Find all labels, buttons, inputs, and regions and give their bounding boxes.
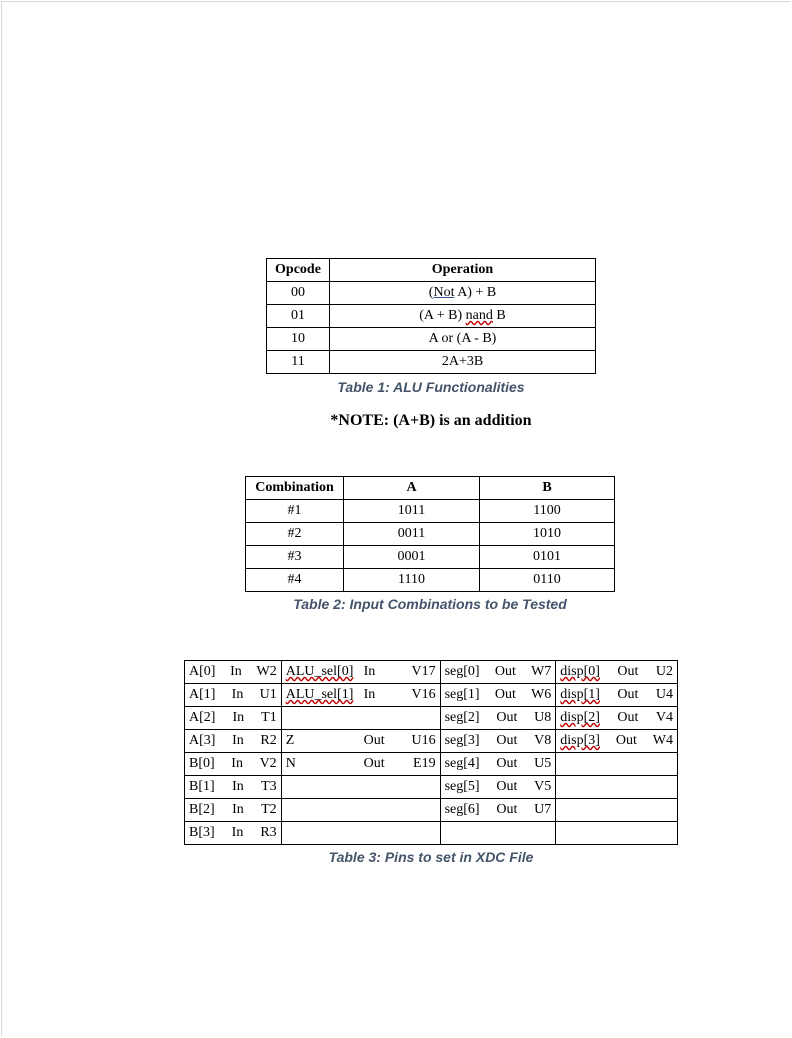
pin-cell <box>281 661 440 684</box>
opcode-cell: 01 <box>267 305 330 328</box>
pin-pin: W2 <box>256 664 277 679</box>
pin-dir: In <box>363 664 376 679</box>
pin-dir: In <box>232 802 244 817</box>
pin-signal: A[1] <box>189 687 216 702</box>
pin-cell <box>185 661 282 684</box>
pin-cell <box>556 707 678 730</box>
pin-pin: R3 <box>260 825 277 840</box>
pin-dir: In <box>231 687 244 702</box>
pin-cell <box>281 776 440 799</box>
combination-cell: #3 <box>246 546 344 569</box>
a-cell: 0011 <box>344 523 480 546</box>
pin-cell <box>185 822 282 845</box>
table-row <box>185 799 678 822</box>
pin-dir: Out <box>496 710 518 725</box>
combination-cell: #4 <box>246 569 344 592</box>
pin-cell <box>185 753 282 776</box>
pin-pin: T3 <box>261 779 277 794</box>
pin-dir: In <box>231 825 244 840</box>
table-row <box>185 730 678 753</box>
pin-signal: A[3] <box>189 733 216 748</box>
table-row <box>267 282 596 305</box>
pin-cell <box>440 684 556 707</box>
pin-cell <box>440 661 556 684</box>
addition-note: *NOTE: (A+B) is an addition <box>330 412 532 429</box>
operation-cell: (A + B) nand B <box>330 305 596 328</box>
pin-dir: Out <box>494 664 516 679</box>
pin-dir: In <box>363 687 376 702</box>
pin-pin: U2 <box>655 664 673 679</box>
pin-signal: disp[1] <box>560 687 600 702</box>
pin-signal: seg[1] <box>444 687 480 702</box>
pin-pin: V5 <box>534 779 552 794</box>
pin-cell <box>556 799 678 822</box>
pin-dir: In <box>232 710 245 725</box>
opcode-cell: 00 <box>267 282 330 305</box>
pin-dir: Out <box>363 756 385 771</box>
pin-cell <box>185 776 282 799</box>
pin-pin: V4 <box>655 710 673 725</box>
pin-pin: E19 <box>413 756 436 771</box>
pin-cell <box>281 684 440 707</box>
pin-dir: In <box>230 664 242 679</box>
pin-signal: disp[3] <box>560 733 600 748</box>
b-cell: 0110 <box>480 569 615 592</box>
xdc-pins-table <box>184 660 678 845</box>
table-row <box>185 776 678 799</box>
spell-mark: Not <box>433 285 455 300</box>
pin-pin: U4 <box>655 687 673 702</box>
pin-dir: Out <box>496 733 518 748</box>
pin-cell <box>440 799 556 822</box>
pin-cell <box>556 661 678 684</box>
pin-pin: U8 <box>534 710 552 725</box>
pin-pin: U16 <box>411 733 436 748</box>
b-header: B <box>480 477 615 500</box>
operation-cell: A or (A - B) <box>330 328 596 351</box>
pin-cell <box>556 753 678 776</box>
pin-signal: ALU_sel[0] <box>285 664 354 679</box>
table1-caption: Table 1: ALU Functionalities <box>337 379 525 395</box>
pin-dir: Out <box>617 710 639 725</box>
pin-signal: disp[0] <box>560 664 600 679</box>
pin-dir: In <box>232 779 244 794</box>
pin-signal: N <box>285 756 296 771</box>
pin-pin: V16 <box>411 687 436 702</box>
pin-signal: seg[6] <box>444 802 480 817</box>
pin-cell <box>440 822 556 845</box>
pin-pin: T1 <box>261 710 277 725</box>
input-combinations-table <box>245 476 615 592</box>
operation-header: Operation <box>330 259 596 282</box>
table2-caption: Table 2: Input Combinations to be Tested <box>293 596 567 612</box>
pin-dir: Out <box>617 664 639 679</box>
b-cell: 0101 <box>480 546 615 569</box>
pin-signal: seg[0] <box>444 664 480 679</box>
pin-cell <box>185 730 282 753</box>
pin-cell <box>556 684 678 707</box>
pin-cell <box>556 730 678 753</box>
b-cell: 1010 <box>480 523 615 546</box>
combination-header: Combination <box>246 477 344 500</box>
pin-dir: Out <box>615 733 637 748</box>
a-cell: 1110 <box>344 569 480 592</box>
b-cell: 1100 <box>480 500 615 523</box>
table-row <box>267 305 596 328</box>
pin-dir: Out <box>496 802 518 817</box>
pin-cell <box>281 822 440 845</box>
pin-dir: Out <box>617 687 639 702</box>
pin-signal: B[0] <box>189 756 215 771</box>
pin-cell <box>185 799 282 822</box>
pin-signal: seg[2] <box>444 710 480 725</box>
table-row <box>246 500 615 523</box>
pin-signal: disp[2] <box>560 710 600 725</box>
pin-pin: R2 <box>260 733 277 748</box>
pin-pin: U7 <box>534 802 552 817</box>
pin-pin: V17 <box>411 664 436 679</box>
pin-cell <box>185 684 282 707</box>
pin-signal: Z <box>285 733 295 748</box>
table-header-row <box>246 477 615 500</box>
pin-pin: U1 <box>259 687 277 702</box>
pin-cell <box>440 707 556 730</box>
table3-caption: Table 3: Pins to set in XDC File <box>328 849 534 865</box>
pin-cell <box>281 799 440 822</box>
pin-signal: seg[3] <box>444 733 480 748</box>
pin-pin: W7 <box>531 664 552 679</box>
pin-dir: In <box>231 756 243 771</box>
combination-cell: #1 <box>246 500 344 523</box>
pin-cell <box>281 707 440 730</box>
pin-signal: ALU_sel[1] <box>285 687 354 702</box>
pin-signal: B[3] <box>189 825 215 840</box>
table-row <box>267 328 596 351</box>
pin-dir: Out <box>496 779 518 794</box>
opcode-cell: 11 <box>267 351 330 374</box>
a-header: A <box>344 477 480 500</box>
pin-cell <box>556 822 678 845</box>
opcode-header: Opcode <box>267 259 330 282</box>
a-cell: 0001 <box>344 546 480 569</box>
operation-cell: (Not A) + B <box>330 282 596 305</box>
pin-cell <box>281 753 440 776</box>
pin-pin: W6 <box>531 687 552 702</box>
table-row <box>185 684 678 707</box>
table-row <box>246 546 615 569</box>
pin-pin: V2 <box>259 756 277 771</box>
pin-cell <box>440 730 556 753</box>
table-row <box>185 822 678 845</box>
pin-signal: B[1] <box>189 779 215 794</box>
table-row <box>185 661 678 684</box>
table-row <box>246 523 615 546</box>
pin-pin: T2 <box>261 802 277 817</box>
pin-cell <box>440 753 556 776</box>
table-row <box>185 753 678 776</box>
a-cell: 1011 <box>344 500 480 523</box>
pin-signal: seg[4] <box>444 756 480 771</box>
pin-dir: In <box>232 733 244 748</box>
pin-cell <box>185 707 282 730</box>
pin-signal: seg[5] <box>444 779 480 794</box>
pin-pin: V8 <box>534 733 552 748</box>
pin-signal: B[2] <box>189 802 215 817</box>
table-row <box>246 569 615 592</box>
pin-signal: A[0] <box>189 664 216 679</box>
pin-cell <box>440 776 556 799</box>
pin-dir: Out <box>363 733 385 748</box>
pin-dir: Out <box>494 687 516 702</box>
pin-dir: Out <box>496 756 518 771</box>
spell-mark: nand <box>465 308 493 323</box>
combination-cell: #2 <box>246 523 344 546</box>
operation-cell: 2A+3B <box>330 351 596 374</box>
pin-signal: A[2] <box>189 710 216 725</box>
alu-functionalities-table <box>266 258 596 374</box>
opcode-cell: 10 <box>267 328 330 351</box>
table-row <box>267 351 596 374</box>
table-row <box>185 707 678 730</box>
pin-cell <box>281 730 440 753</box>
pin-cell <box>556 776 678 799</box>
table-header-row <box>267 259 596 282</box>
pin-pin: W4 <box>652 733 673 748</box>
pin-pin: U5 <box>534 756 552 771</box>
